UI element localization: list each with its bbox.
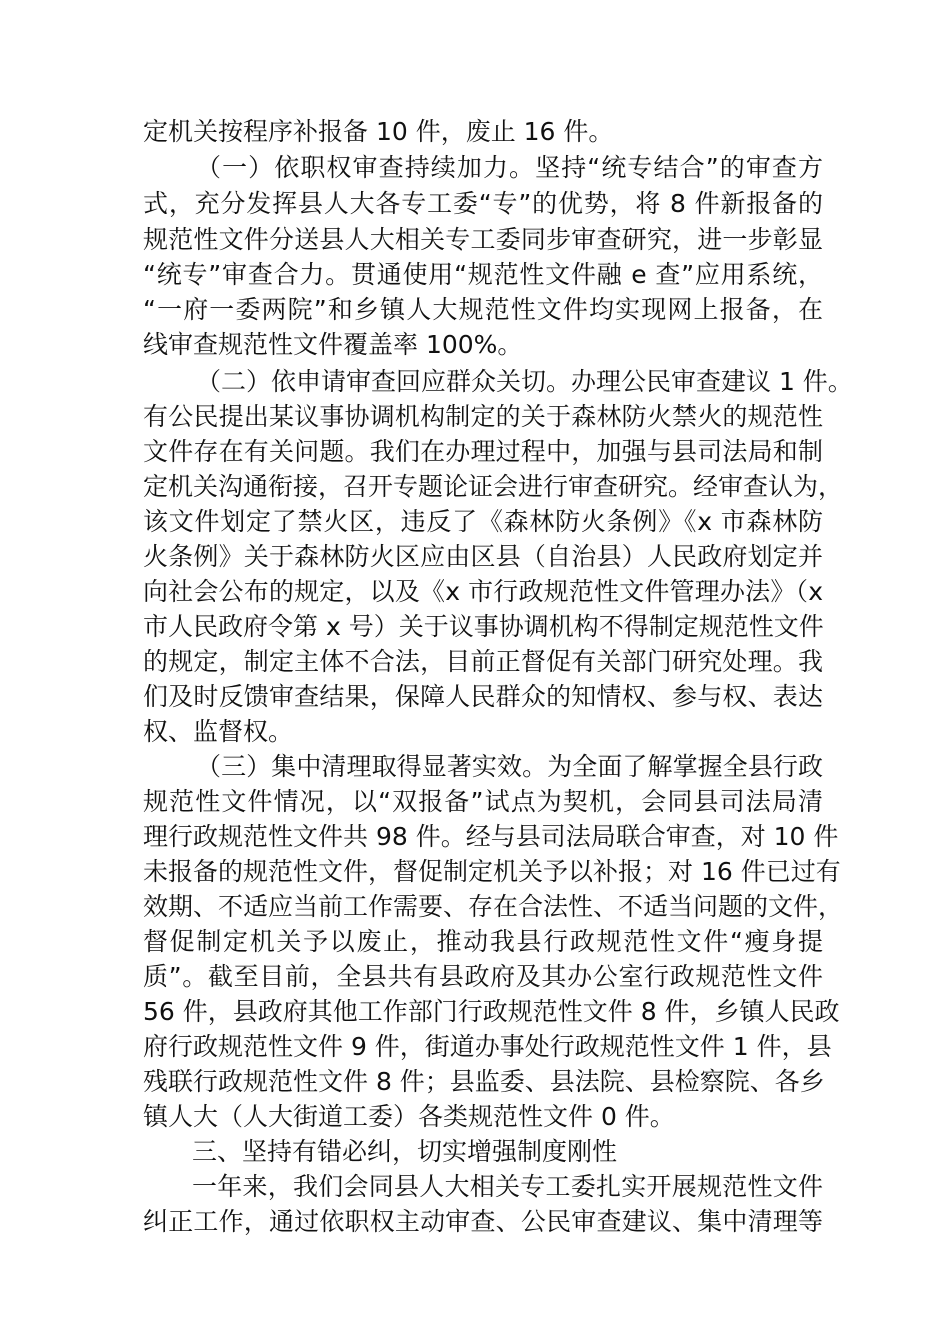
- text-line: 一年来，我们会同县人大相关专工委扎实开展规范性文件: [192, 1172, 823, 1201]
- text-line: 有公民提出某议事协调机构制定的关于森林防火禁火的规范性: [143, 402, 823, 431]
- text-line: 效期、不适应当前工作需要、存在合法性、不适当问题的文件，: [143, 892, 844, 921]
- text-line: 线审查规范性文件覆盖率 100%。: [143, 330, 523, 359]
- text-line: 理行政规范性文件共 98 件。经与县司法局联合审查，对 10 件: [143, 822, 839, 851]
- text-line: “统专”审查合力。贯通使用“规范性文件融 e 查”应用系统，: [143, 260, 823, 289]
- text-line: 镇人大（人大街道工委）各类规范性文件 0 件。: [143, 1102, 675, 1131]
- text-line: 文件存在有关问题。我们在办理过程中，加强与县司法局和制: [143, 437, 823, 466]
- text-line: 式，充分发挥县人大各专工委“专”的优势，将 8 件新报备的: [143, 189, 823, 218]
- text-line: 质”。截至目前，全县共有县政府及其办公室行政规范性文件: [143, 962, 823, 991]
- text-line: （二）依申请审查回应群众关切。办理公民审查建议 1 件。: [196, 367, 853, 396]
- text-line: 府行政规范性文件 9 件，街道办事处行政规范性文件 1 件，县: [143, 1032, 832, 1061]
- text-line: 督促制定机关予以废止，推动我县行政规范性文件“瘦身提: [143, 927, 823, 956]
- text-line: 定机关按程序补报备 10 件，废止 16 件。: [143, 117, 614, 146]
- text-line: 纠正工作，通过依职权主动审查、公民审查建议、集中清理等: [143, 1207, 823, 1236]
- text-line: 规范性文件情况，以“双报备”试点为契机，会同县司法局清: [143, 787, 823, 816]
- text-line: （三）集中清理取得显著实效。为全面了解掌握全县行政: [196, 752, 823, 781]
- text-line: 56 件，县政府其他工作部门行政规范性文件 8 件，乡镇人民政: [143, 997, 840, 1026]
- text-line: 规范性文件分送县人大相关专工委同步审查研究，进一步彰显: [143, 225, 823, 254]
- text-line: 火条例》关于森林防火区应由区县（自治县）人民政府划定并: [143, 542, 823, 571]
- text-line: 残联行政规范性文件 8 件；县监委、县法院、县检察院、各乡: [143, 1067, 825, 1096]
- text-line: 们及时反馈审查结果，保障人民群众的知情权、参与权、表达: [143, 682, 823, 711]
- text-line: 定机关沟通衔接，召开专题论证会进行审查研究。经审查认为，: [143, 472, 844, 501]
- text-line: 向社会公布的规定，以及《x 市行政规范性文件管理办法》（x: [143, 577, 823, 606]
- text-line: 市人民政府令第 x 号）关于议事协调机构不得制定规范性文件: [143, 612, 824, 641]
- text-line: 该文件划定了禁火区，违反了《森林防火条例》《x 市森林防: [143, 507, 823, 536]
- text-line: （一）依职权审查持续加力。坚持“统专结合”的审查方: [196, 153, 823, 182]
- text-line: “一府一委两院”和乡镇人大规范性文件均实现网上报备，在: [143, 295, 823, 324]
- text-line: 的规定，制定主体不合法，目前正督促有关部门研究处理。我: [143, 647, 823, 676]
- section-heading: 三、坚持有错必纠，切实增强制度刚性: [192, 1137, 618, 1166]
- text-line: 权、监督权。: [143, 717, 294, 746]
- text-line: 未报备的规范性文件，督促制定机关予以补报；对 16 件已过有: [143, 857, 841, 886]
